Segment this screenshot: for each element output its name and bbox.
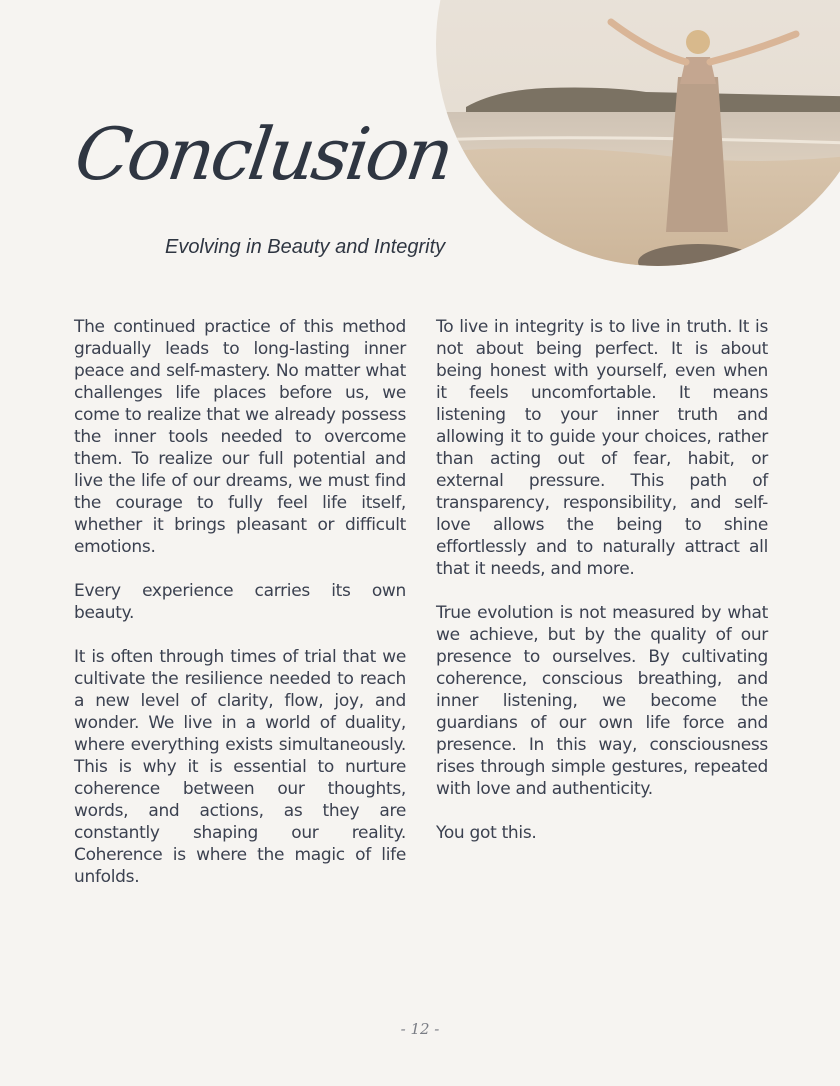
page-subtitle: Evolving in Beauty and Integrity: [165, 236, 446, 258]
paragraph: Every experience carries its own beauty.: [74, 581, 406, 623]
paragraph: The continued practice of this method gradually leads to long-lasting inner peace and self-mastery. No matter what challenges life places before us, we come to realize that we already possess the inner tools needed to overcome them. To realize our full potential and live the life of our dreams, we must find the courage to fully feel life itself, whether it brings pleasant or difficult emotions.: [74, 317, 406, 557]
right-text-column: [436, 316, 768, 866]
page-title: Conclusion: [70, 112, 457, 196]
paragraph: To live in integrity is to live in truth. It is not about being perfect. It is about being honest with yourself, even when it feels uncomfortable. It means listening to your inner truth and allowing it to guide your choices, rather than acting out of fear, habit, or external pressure. This path of transparency, responsibility, and self-love allows the being to shine effortlessly and to naturally attract all that it needs, and more.: [436, 317, 768, 579]
page-number: - 12 -: [400, 1020, 440, 1038]
paragraph: You got this.: [436, 823, 537, 843]
left-text-column: [74, 316, 406, 910]
paragraph: True evolution is not measured by what we achieve, but by the quality of our presence to ourselves. By cultivating coherence, conscious breathing, and inner listening, we become the guardians of our own life force and presence. In this way, consciousness rises through simple gestures, repeated with love and authenticity.: [436, 603, 768, 799]
paragraph: It is often through times of trial that we cultivate the resilience needed to reach a new level of clarity, flow, joy, and wonder. We live in a world of duality, where everything exists simultaneously. This is why it is essential to nurture coherence between our thoughts, words, and actions, as they are constantly shaping our reality. Coherence is where the magic of life unfolds.: [74, 647, 406, 887]
woman-on-beach-photo: [436, 0, 840, 266]
